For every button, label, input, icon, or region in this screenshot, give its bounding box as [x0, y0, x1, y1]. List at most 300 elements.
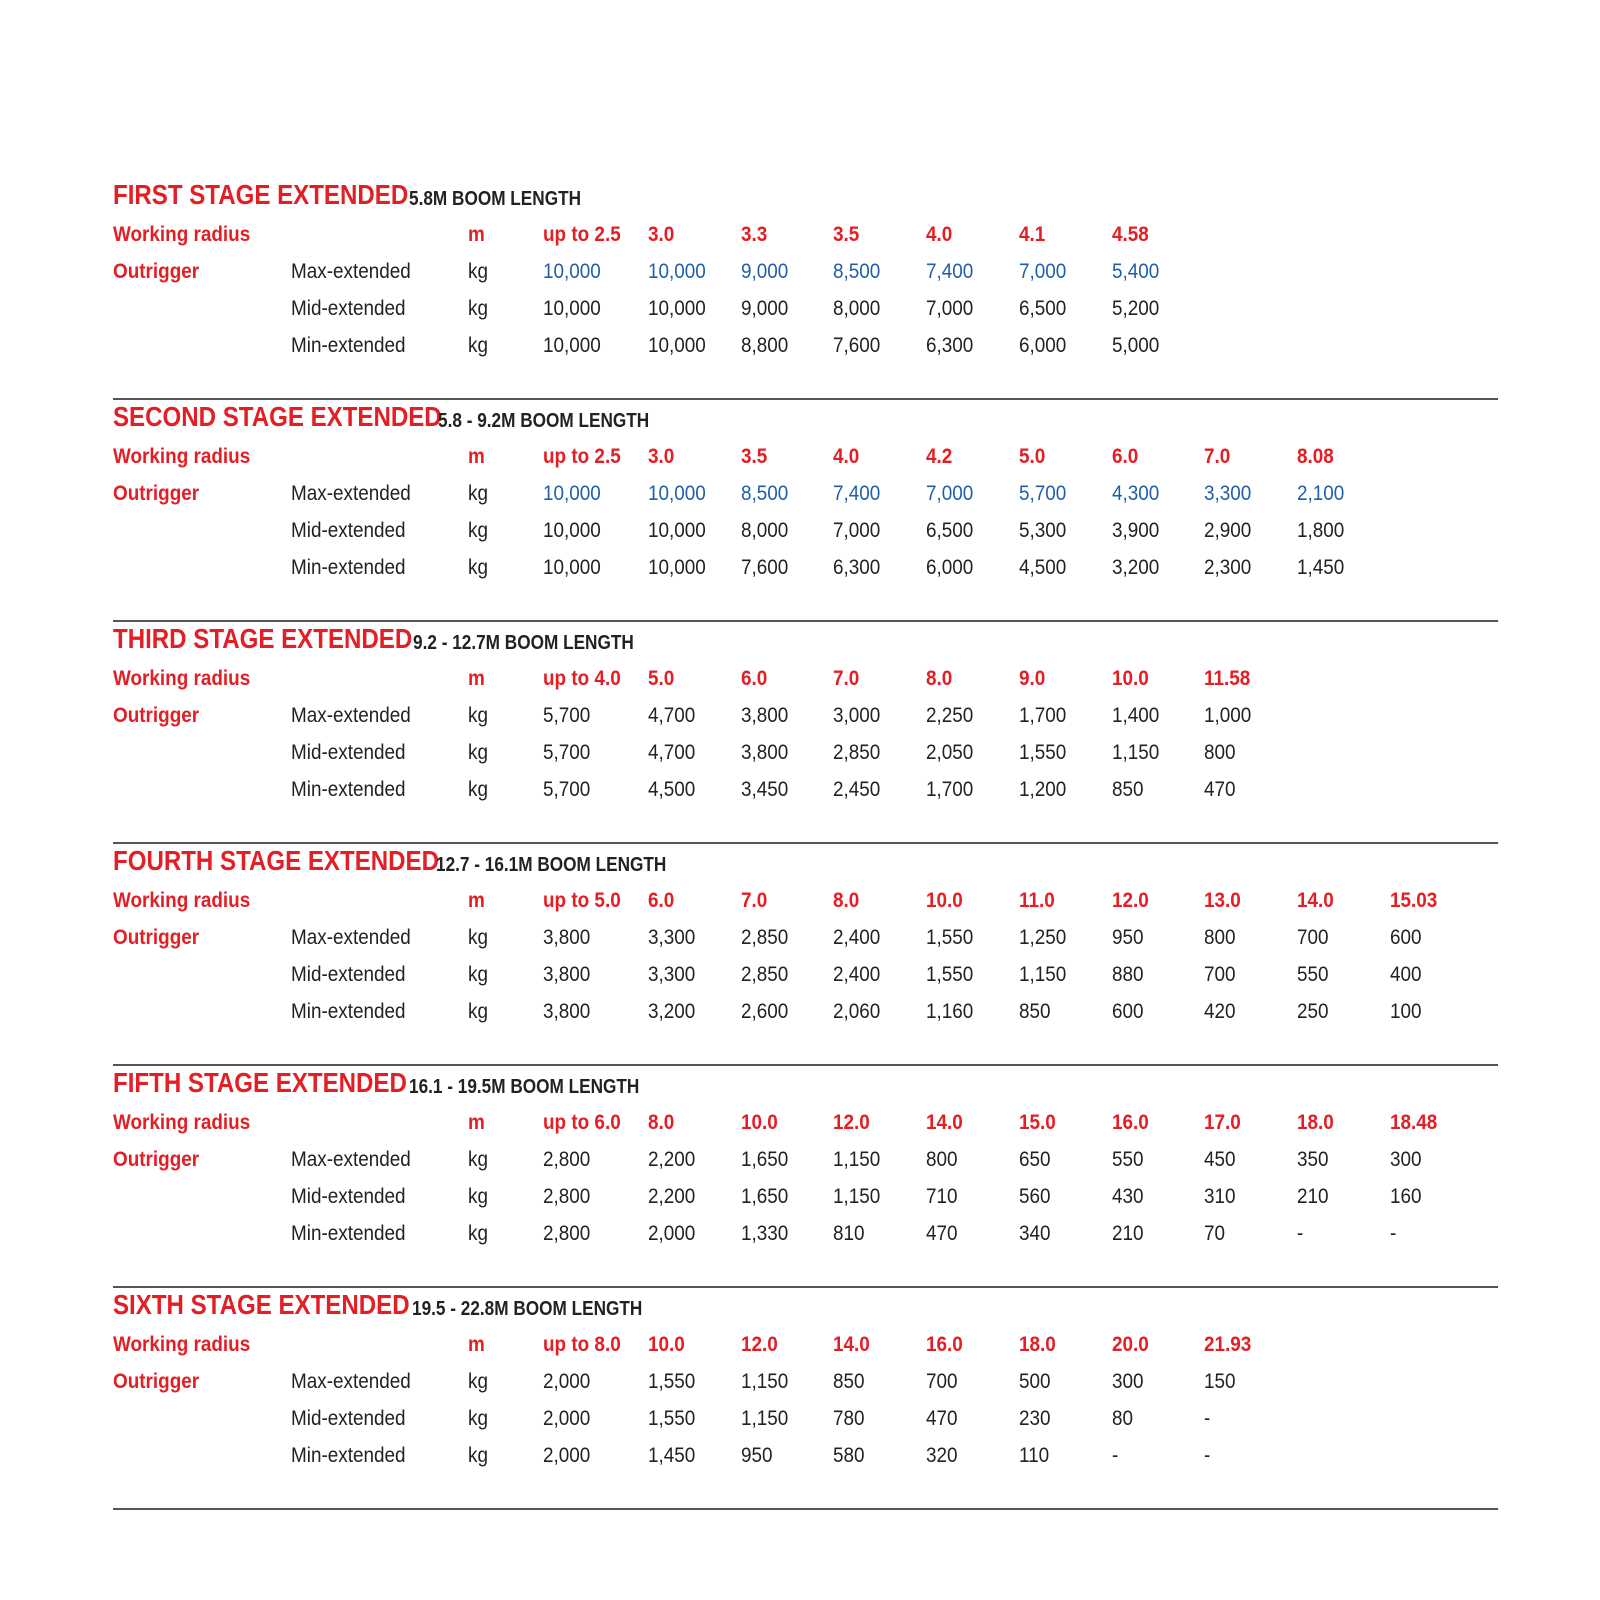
capacity-cell: 8,000: [741, 519, 789, 542]
capacity-cell: 800: [926, 1148, 958, 1171]
capacity-cell: 2,800: [543, 1222, 591, 1245]
capacity-cell: 7,000: [926, 482, 974, 505]
radius-cell: 5.0: [1019, 445, 1046, 468]
capacity-cell: 2,850: [833, 741, 881, 764]
capacity-cell: 10,000: [543, 260, 601, 283]
outrigger-label: Outrigger: [113, 260, 200, 283]
mid-extended-label: Mid-extended: [291, 297, 406, 320]
boom-length: 16.1 - 19.5M BOOM LENGTH: [409, 1076, 640, 1098]
section-divider: [113, 1508, 1498, 1510]
capacity-cell: 5,700: [543, 741, 591, 764]
unit-kg: kg: [468, 778, 488, 801]
unit-kg: kg: [468, 334, 488, 357]
capacity-cell: 2,000: [543, 1407, 591, 1430]
capacity-cell: 950: [741, 1444, 773, 1467]
capacity-cell: 160: [1390, 1185, 1422, 1208]
capacity-cell: 10,000: [648, 334, 706, 357]
capacity-cell: 600: [1390, 926, 1422, 949]
capacity-cell: 2,250: [926, 704, 974, 727]
mid-extended-label: Mid-extended: [291, 963, 406, 986]
capacity-cell: 100: [1390, 1000, 1422, 1023]
capacity-cell: 1,250: [1019, 926, 1067, 949]
stage-header: [113, 622, 1498, 660]
capacity-cell: 700: [926, 1370, 958, 1393]
capacity-cell: 4,700: [648, 704, 696, 727]
capacity-cell: 2,100: [1297, 482, 1345, 505]
capacity-cell: 800: [1204, 926, 1236, 949]
capacity-cell: 300: [1390, 1148, 1422, 1171]
capacity-cell: 850: [1112, 778, 1144, 801]
unit-m: m: [468, 667, 485, 690]
working-radius-label: Working radius: [113, 445, 251, 468]
radius-cell: 6.0: [1112, 445, 1139, 468]
capacity-cell: 7,000: [1019, 260, 1067, 283]
radius-cell: up to 2.5: [543, 223, 621, 246]
radius-cell: 4.1: [1019, 223, 1046, 246]
unit-kg: kg: [468, 1407, 488, 1430]
working-radius-label: Working radius: [113, 889, 251, 912]
capacity-cell: 1,650: [741, 1148, 789, 1171]
min-extended-label: Min-extended: [291, 334, 406, 357]
mid-extended-label: Mid-extended: [291, 741, 406, 764]
capacity-cell: 10,000: [543, 519, 601, 542]
stage-section: [113, 1066, 1498, 1288]
min-extended-label: Min-extended: [291, 1222, 406, 1245]
capacity-cell: 2,200: [648, 1185, 696, 1208]
capacity-cell: 3,300: [648, 963, 696, 986]
radius-cell: 5.0: [648, 667, 675, 690]
max-extended-label: Max-extended: [291, 260, 411, 283]
radius-cell: 3.5: [741, 445, 768, 468]
unit-kg: kg: [468, 556, 488, 579]
min-extended-label: Min-extended: [291, 778, 406, 801]
capacity-cell: 2,000: [543, 1444, 591, 1467]
capacity-cell: 8,500: [741, 482, 789, 505]
radius-cell: 8.08: [1297, 445, 1334, 468]
capacity-cell: 8,500: [833, 260, 881, 283]
unit-m: m: [468, 889, 485, 912]
capacity-cell: 10,000: [543, 334, 601, 357]
capacity-cell: 430: [1112, 1185, 1144, 1208]
capacity-cell: 1,200: [1019, 778, 1067, 801]
stage-header: [113, 844, 1498, 882]
capacity-cell: 5,700: [543, 704, 591, 727]
boom-length: 9.2 - 12.7M BOOM LENGTH: [413, 632, 634, 654]
unit-m: m: [468, 445, 485, 468]
max-extended-label: Max-extended: [291, 926, 411, 949]
radius-cell: 15.0: [1019, 1111, 1056, 1134]
capacity-cell: 350: [1297, 1148, 1329, 1171]
unit-kg: kg: [468, 1370, 488, 1393]
capacity-cell: 2,000: [648, 1222, 696, 1245]
capacity-cell: 1,330: [741, 1222, 789, 1245]
min-extended-label: Min-extended: [291, 1444, 406, 1467]
boom-length: 12.7 - 16.1M BOOM LENGTH: [436, 854, 667, 876]
stage-section: [113, 178, 1498, 400]
capacity-cell: -: [1390, 1222, 1397, 1245]
capacity-cell: 3,450: [741, 778, 789, 801]
unit-kg: kg: [468, 741, 488, 764]
capacity-cell: 2,200: [648, 1148, 696, 1171]
capacity-cell: 850: [833, 1370, 865, 1393]
capacity-cell: 500: [1019, 1370, 1051, 1393]
working-radius-row: [113, 1104, 1498, 1141]
capacity-cell: 2,400: [833, 963, 881, 986]
capacity-cell: 450: [1204, 1148, 1236, 1171]
capacity-cell: 1,150: [833, 1148, 881, 1171]
load-chart: [113, 178, 1498, 1510]
capacity-cell: 3,000: [833, 704, 881, 727]
stage-title: FIRST STAGE EXTENDED: [113, 179, 409, 210]
radius-cell: 10.0: [1112, 667, 1149, 690]
working-radius-row: [113, 438, 1498, 475]
capacity-cell: 3,800: [543, 1000, 591, 1023]
capacity-cell: 4,700: [648, 741, 696, 764]
radius-cell: 14.0: [1297, 889, 1334, 912]
capacity-cell: 10,000: [648, 482, 706, 505]
capacity-cell: 2,850: [741, 963, 789, 986]
capacity-cell: 5,700: [1019, 482, 1067, 505]
radius-cell: 7.0: [1204, 445, 1231, 468]
boom-length: 5.8 - 9.2M BOOM LENGTH: [438, 410, 650, 432]
radius-cell: up to 4.0: [543, 667, 621, 690]
mid-extended-row: [113, 734, 1498, 771]
capacity-cell: 210: [1297, 1185, 1329, 1208]
capacity-cell: 550: [1112, 1148, 1144, 1171]
unit-kg: kg: [468, 297, 488, 320]
capacity-cell: 470: [1204, 778, 1236, 801]
unit-kg: kg: [468, 1222, 488, 1245]
radius-cell: 4.0: [926, 223, 953, 246]
unit-kg: kg: [468, 519, 488, 542]
max-extended-label: Max-extended: [291, 704, 411, 727]
min-extended-row: [113, 771, 1498, 808]
radius-cell: 4.2: [926, 445, 953, 468]
stage-header: [113, 1288, 1498, 1326]
capacity-cell: 230: [1019, 1407, 1051, 1430]
working-radius-row: [113, 216, 1498, 253]
radius-cell: 7.0: [833, 667, 860, 690]
stage-section: [113, 1288, 1498, 1510]
max-extended-row: [113, 697, 1498, 734]
radius-cell: 12.0: [741, 1333, 778, 1356]
capacity-cell: 6,300: [926, 334, 974, 357]
capacity-cell: 10,000: [543, 297, 601, 320]
radius-cell: 21.93: [1204, 1333, 1252, 1356]
capacity-cell: 10,000: [648, 260, 706, 283]
capacity-cell: 550: [1297, 963, 1329, 986]
radius-cell: 8.0: [648, 1111, 675, 1134]
capacity-cell: 3,800: [741, 704, 789, 727]
radius-cell: 20.0: [1112, 1333, 1149, 1356]
radius-cell: up to 2.5: [543, 445, 621, 468]
working-radius-label: Working radius: [113, 1111, 251, 1134]
stage-title: SECOND STAGE EXTENDED: [113, 401, 442, 432]
radius-cell: 10.0: [741, 1111, 778, 1134]
stage-header: [113, 178, 1498, 216]
capacity-cell: 7,600: [741, 556, 789, 579]
radius-cell: up to 6.0: [543, 1111, 621, 1134]
capacity-cell: 1,700: [926, 778, 974, 801]
capacity-cell: 1,550: [1019, 741, 1067, 764]
capacity-cell: 1,150: [741, 1370, 789, 1393]
min-extended-label: Min-extended: [291, 1000, 406, 1023]
radius-cell: 8.0: [926, 667, 953, 690]
capacity-cell: 310: [1204, 1185, 1236, 1208]
capacity-cell: 2,600: [741, 1000, 789, 1023]
capacity-cell: 2,300: [1204, 556, 1252, 579]
boom-length: 5.8M BOOM LENGTH: [409, 188, 582, 210]
capacity-cell: -: [1204, 1444, 1211, 1467]
unit-kg: kg: [468, 482, 488, 505]
capacity-cell: 3,800: [741, 741, 789, 764]
capacity-cell: 780: [833, 1407, 865, 1430]
radius-cell: 18.0: [1297, 1111, 1334, 1134]
capacity-cell: 3,900: [1112, 519, 1160, 542]
capacity-cell: 340: [1019, 1222, 1051, 1245]
radius-cell: 18.48: [1390, 1111, 1438, 1134]
capacity-cell: 5,400: [1112, 260, 1160, 283]
unit-kg: kg: [468, 704, 488, 727]
max-extended-label: Max-extended: [291, 482, 411, 505]
stage-title: FIFTH STAGE EXTENDED: [113, 1067, 407, 1098]
capacity-cell: 400: [1390, 963, 1422, 986]
capacity-cell: 2,000: [543, 1370, 591, 1393]
stage-title: FOURTH STAGE EXTENDED: [113, 845, 439, 876]
capacity-cell: 7,600: [833, 334, 881, 357]
capacity-cell: 9,000: [741, 260, 789, 283]
radius-cell: 13.0: [1204, 889, 1241, 912]
capacity-cell: 4,300: [1112, 482, 1160, 505]
capacity-cell: 600: [1112, 1000, 1144, 1023]
capacity-cell: 470: [926, 1222, 958, 1245]
radius-cell: 9.0: [1019, 667, 1046, 690]
capacity-cell: 9,000: [741, 297, 789, 320]
unit-kg: kg: [468, 1185, 488, 1208]
capacity-cell: 2,800: [543, 1148, 591, 1171]
mid-extended-row: [113, 512, 1498, 549]
capacity-cell: 700: [1204, 963, 1236, 986]
capacity-cell: 1,150: [833, 1185, 881, 1208]
mid-extended-label: Mid-extended: [291, 519, 406, 542]
min-extended-row: [113, 1437, 1498, 1474]
capacity-cell: 10,000: [648, 297, 706, 320]
radius-cell: 14.0: [833, 1333, 870, 1356]
capacity-cell: 2,060: [833, 1000, 881, 1023]
max-extended-row: [113, 1141, 1498, 1178]
capacity-cell: 880: [1112, 963, 1144, 986]
radius-cell: 4.58: [1112, 223, 1149, 246]
boom-length: 19.5 - 22.8M BOOM LENGTH: [412, 1298, 643, 1320]
stage-section: [113, 844, 1498, 1066]
unit-kg: kg: [468, 1444, 488, 1467]
working-radius-label: Working radius: [113, 223, 251, 246]
radius-cell: 6.0: [741, 667, 768, 690]
capacity-cell: 110: [1019, 1444, 1050, 1467]
capacity-cell: 6,300: [833, 556, 881, 579]
unit-m: m: [468, 1333, 485, 1356]
capacity-cell: 210: [1112, 1222, 1144, 1245]
working-radius-row: [113, 660, 1498, 697]
capacity-cell: 1,550: [648, 1370, 696, 1393]
capacity-cell: 10,000: [543, 482, 601, 505]
capacity-cell: 1,550: [926, 926, 974, 949]
capacity-cell: 950: [1112, 926, 1144, 949]
capacity-cell: 6,000: [926, 556, 974, 579]
mid-extended-row: [113, 956, 1498, 993]
unit-m: m: [468, 1111, 485, 1134]
capacity-cell: 7,400: [926, 260, 974, 283]
capacity-cell: 6,500: [1019, 297, 1067, 320]
max-extended-row: [113, 253, 1498, 290]
max-extended-label: Max-extended: [291, 1370, 411, 1393]
capacity-cell: 4,500: [1019, 556, 1067, 579]
capacity-cell: 3,200: [1112, 556, 1160, 579]
capacity-cell: 2,800: [543, 1185, 591, 1208]
capacity-cell: 710: [926, 1185, 958, 1208]
capacity-cell: 2,050: [926, 741, 974, 764]
capacity-cell: 8,800: [741, 334, 789, 357]
capacity-cell: 1,000: [1204, 704, 1252, 727]
capacity-cell: 5,000: [1112, 334, 1160, 357]
mid-extended-row: [113, 290, 1498, 327]
max-extended-row: [113, 1363, 1498, 1400]
capacity-cell: 580: [833, 1444, 865, 1467]
stage-section: [113, 400, 1498, 622]
working-radius-label: Working radius: [113, 667, 251, 690]
stage-header: [113, 1066, 1498, 1104]
max-extended-row: [113, 475, 1498, 512]
min-extended-row: [113, 327, 1498, 364]
radius-cell: 7.0: [741, 889, 768, 912]
min-extended-row: [113, 549, 1498, 586]
capacity-cell: 300: [1112, 1370, 1144, 1393]
capacity-cell: 8,000: [833, 297, 881, 320]
capacity-cell: 3,300: [1204, 482, 1252, 505]
mid-extended-label: Mid-extended: [291, 1407, 406, 1430]
capacity-cell: 810: [833, 1222, 865, 1245]
capacity-cell: 420: [1204, 1000, 1236, 1023]
outrigger-label: Outrigger: [113, 704, 200, 727]
radius-cell: 17.0: [1204, 1111, 1241, 1134]
radius-cell: 14.0: [926, 1111, 963, 1134]
radius-cell: 10.0: [926, 889, 963, 912]
mid-extended-row: [113, 1400, 1498, 1437]
unit-kg: kg: [468, 260, 488, 283]
radius-cell: 4.0: [833, 445, 860, 468]
capacity-cell: 5,300: [1019, 519, 1067, 542]
capacity-cell: 700: [1297, 926, 1329, 949]
radius-cell: 8.0: [833, 889, 860, 912]
working-radius-row: [113, 882, 1498, 919]
min-extended-label: Min-extended: [291, 556, 406, 579]
capacity-cell: 1,450: [648, 1444, 696, 1467]
capacity-cell: 850: [1019, 1000, 1051, 1023]
radius-cell: 3.0: [648, 445, 675, 468]
capacity-cell: 3,800: [543, 963, 591, 986]
max-extended-row: [113, 919, 1498, 956]
capacity-cell: 1,150: [1019, 963, 1067, 986]
unit-kg: kg: [468, 1148, 488, 1171]
capacity-cell: 2,450: [833, 778, 881, 801]
radius-cell: 11.58: [1204, 667, 1251, 690]
capacity-cell: 3,800: [543, 926, 591, 949]
capacity-cell: 70: [1204, 1222, 1226, 1245]
radius-cell: 3.0: [648, 223, 675, 246]
capacity-cell: 6,500: [926, 519, 974, 542]
capacity-cell: 250: [1297, 1000, 1329, 1023]
unit-kg: kg: [468, 926, 488, 949]
radius-cell: 12.0: [1112, 889, 1149, 912]
capacity-cell: 7,000: [833, 519, 881, 542]
stage-title: THIRD STAGE EXTENDED: [113, 623, 413, 654]
capacity-cell: 7,400: [833, 482, 881, 505]
capacity-cell: 4,500: [648, 778, 696, 801]
min-extended-row: [113, 993, 1498, 1030]
capacity-cell: 3,300: [648, 926, 696, 949]
max-extended-label: Max-extended: [291, 1148, 411, 1171]
stage-section: [113, 622, 1498, 844]
capacity-cell: 800: [1204, 741, 1236, 764]
capacity-cell: 1,160: [926, 1000, 974, 1023]
capacity-cell: 1,550: [648, 1407, 696, 1430]
working-radius-label: Working radius: [113, 1333, 251, 1356]
capacity-cell: 2,400: [833, 926, 881, 949]
working-radius-row: [113, 1326, 1498, 1363]
stage-title: SIXTH STAGE EXTENDED: [113, 1289, 410, 1320]
capacity-cell: 1,800: [1297, 519, 1345, 542]
capacity-cell: 150: [1204, 1370, 1236, 1393]
unit-m: m: [468, 223, 485, 246]
capacity-cell: 6,000: [1019, 334, 1067, 357]
capacity-cell: 5,700: [543, 778, 591, 801]
radius-cell: 3.3: [741, 223, 768, 246]
unit-kg: kg: [468, 963, 488, 986]
capacity-cell: -: [1112, 1444, 1119, 1467]
radius-cell: up to 5.0: [543, 889, 621, 912]
capacity-cell: -: [1204, 1407, 1211, 1430]
capacity-cell: 10,000: [648, 519, 706, 542]
capacity-cell: 1,150: [741, 1407, 789, 1430]
capacity-cell: 470: [926, 1407, 958, 1430]
min-extended-row: [113, 1215, 1498, 1252]
capacity-cell: 3,200: [648, 1000, 696, 1023]
capacity-cell: 1,650: [741, 1185, 789, 1208]
capacity-cell: 80: [1112, 1407, 1134, 1430]
unit-kg: kg: [468, 1000, 488, 1023]
capacity-cell: 1,700: [1019, 704, 1067, 727]
capacity-cell: 2,850: [741, 926, 789, 949]
capacity-cell: -: [1297, 1222, 1304, 1245]
capacity-cell: 1,450: [1297, 556, 1345, 579]
capacity-cell: 1,150: [1112, 741, 1160, 764]
radius-cell: 18.0: [1019, 1333, 1056, 1356]
radius-cell: 12.0: [833, 1111, 870, 1134]
capacity-cell: 7,000: [926, 297, 974, 320]
radius-cell: 11.0: [1019, 889, 1055, 912]
outrigger-label: Outrigger: [113, 482, 200, 505]
capacity-cell: 5,200: [1112, 297, 1160, 320]
mid-extended-row: [113, 1178, 1498, 1215]
radius-cell: 16.0: [1112, 1111, 1149, 1134]
radius-cell: 10.0: [648, 1333, 685, 1356]
radius-cell: 6.0: [648, 889, 675, 912]
radius-cell: up to 8.0: [543, 1333, 621, 1356]
capacity-cell: 10,000: [543, 556, 601, 579]
outrigger-label: Outrigger: [113, 1148, 200, 1171]
capacity-cell: 650: [1019, 1148, 1051, 1171]
capacity-cell: 560: [1019, 1185, 1051, 1208]
